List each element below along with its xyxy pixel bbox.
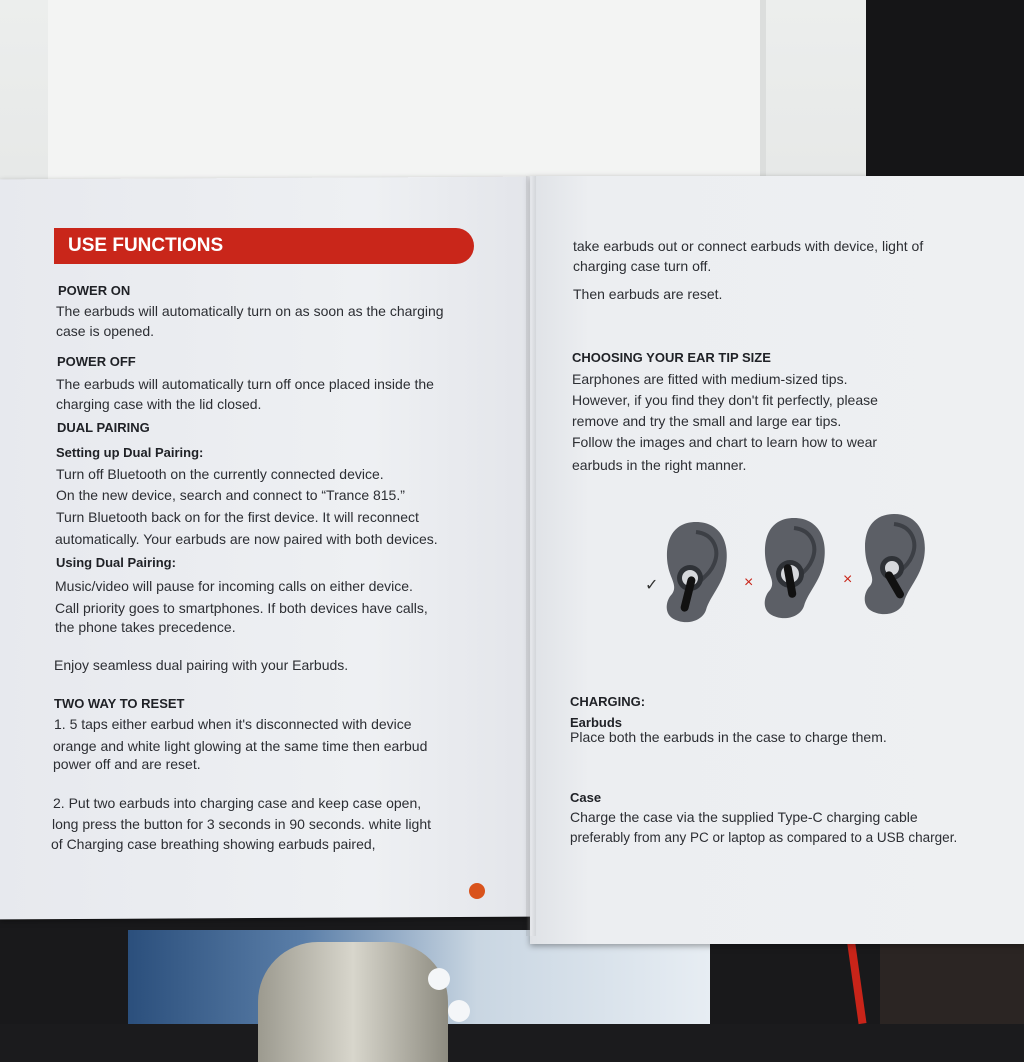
ear-wrong-fit-icon — [760, 516, 828, 622]
wrong-cross-icon: × — [744, 574, 754, 591]
background-dark-area — [866, 0, 1024, 200]
power-off-line: charging case with the lid closed. — [56, 396, 262, 412]
charging-earbuds-title: Earbuds — [570, 715, 623, 730]
ear-tip-line: Earphones are fitted with medium-sized tips. — [572, 371, 848, 387]
ear-tip-line: However, if you find they don't fit perfectly, please — [572, 392, 878, 408]
product-photo-card — [128, 930, 710, 1024]
ear-wrong-fit-icon — [860, 512, 928, 618]
ear-tip-title: CHOOSING YOUR EAR TIP SIZE — [572, 350, 771, 365]
section-heading: USE FUNCTIONS — [54, 228, 474, 264]
power-on-line: The earbuds will automatically turn on as soon as the charging — [56, 303, 444, 319]
setup-dual-pairing-title: Setting up Dual Pairing: — [56, 445, 204, 460]
box-inner-panel — [48, 0, 766, 196]
reset-step1-line: power off and are reset. — [53, 756, 201, 772]
setup-line: On the new device, search and connect to “Trance 815.” — [56, 487, 405, 503]
setup-line: Turn Bluetooth back on for the first device. It will reconnect — [56, 509, 419, 525]
booklet-fold — [526, 176, 536, 936]
charging-case-line: preferably from any PC or laptop as compared to a USB charger. — [570, 830, 958, 845]
reset-step1-line: orange and white light glowing at the same time then earbud — [53, 738, 428, 754]
decor-dot — [448, 1000, 470, 1022]
power-off-title: POWER OFF — [57, 354, 136, 369]
ear-tip-line: remove and try the small and large ear tips. — [572, 413, 842, 429]
dual-pairing-title: DUAL PAIRING — [57, 420, 150, 435]
continuation-line: charging case turn off. — [573, 258, 712, 274]
decor-dot — [428, 968, 450, 990]
power-on-title: POWER ON — [58, 283, 131, 298]
enjoy-text: Enjoy seamless dual pairing with your Earbuds. — [54, 657, 349, 673]
charging-case-line: Charge the case via the supplied Type-C charging cable — [570, 809, 918, 825]
wrong-cross-icon: × — [843, 571, 853, 588]
charging-title: CHARGING: — [570, 694, 646, 709]
charging-case-image — [258, 942, 448, 1062]
reset-done-text: Then earbuds are reset. — [573, 286, 723, 302]
using-dual-pairing-title: Using Dual Pairing: — [56, 555, 176, 570]
ear-tip-line: earbuds in the right manner. — [572, 457, 747, 473]
page-marker-dot — [469, 883, 485, 899]
reset-step1-line: 1. 5 taps either earbud when it's disconnected with device — [54, 716, 412, 732]
reset-title: TWO WAY TO RESET — [54, 696, 185, 711]
reset-step2-line: 2. Put two earbuds into charging case and keep case open, — [53, 795, 422, 811]
using-line: Call priority goes to smartphones. If both devices have calls, — [55, 600, 428, 616]
power-off-line: The earbuds will automatically turn off once placed inside the — [56, 376, 434, 392]
correct-check-icon: ✓ — [645, 577, 659, 594]
setup-line: Turn off Bluetooth on the currently connected device. — [56, 466, 384, 482]
setup-line: automatically. Your earbuds are now paired with both devices. — [55, 531, 438, 547]
reset-step2-line: long press the button for 3 seconds in 90 seconds. white light — [52, 816, 432, 832]
charging-earbuds-text: Place both the earbuds in the case to charge them. — [570, 729, 887, 745]
continuation-line: take earbuds out or connect earbuds with device, light of — [573, 238, 924, 254]
using-line: the phone takes precedence. — [55, 619, 236, 635]
using-line: Music/video will pause for incoming calls on either device. — [55, 578, 413, 594]
reset-step2-line: of Charging case breathing showing earbuds paired, — [51, 836, 376, 852]
power-on-line: case is opened. — [56, 323, 155, 339]
ear-tip-line: Follow the images and chart to learn how to wear — [572, 434, 878, 450]
ear-correct-fit-icon — [662, 520, 730, 626]
charging-case-title: Case — [570, 790, 602, 805]
